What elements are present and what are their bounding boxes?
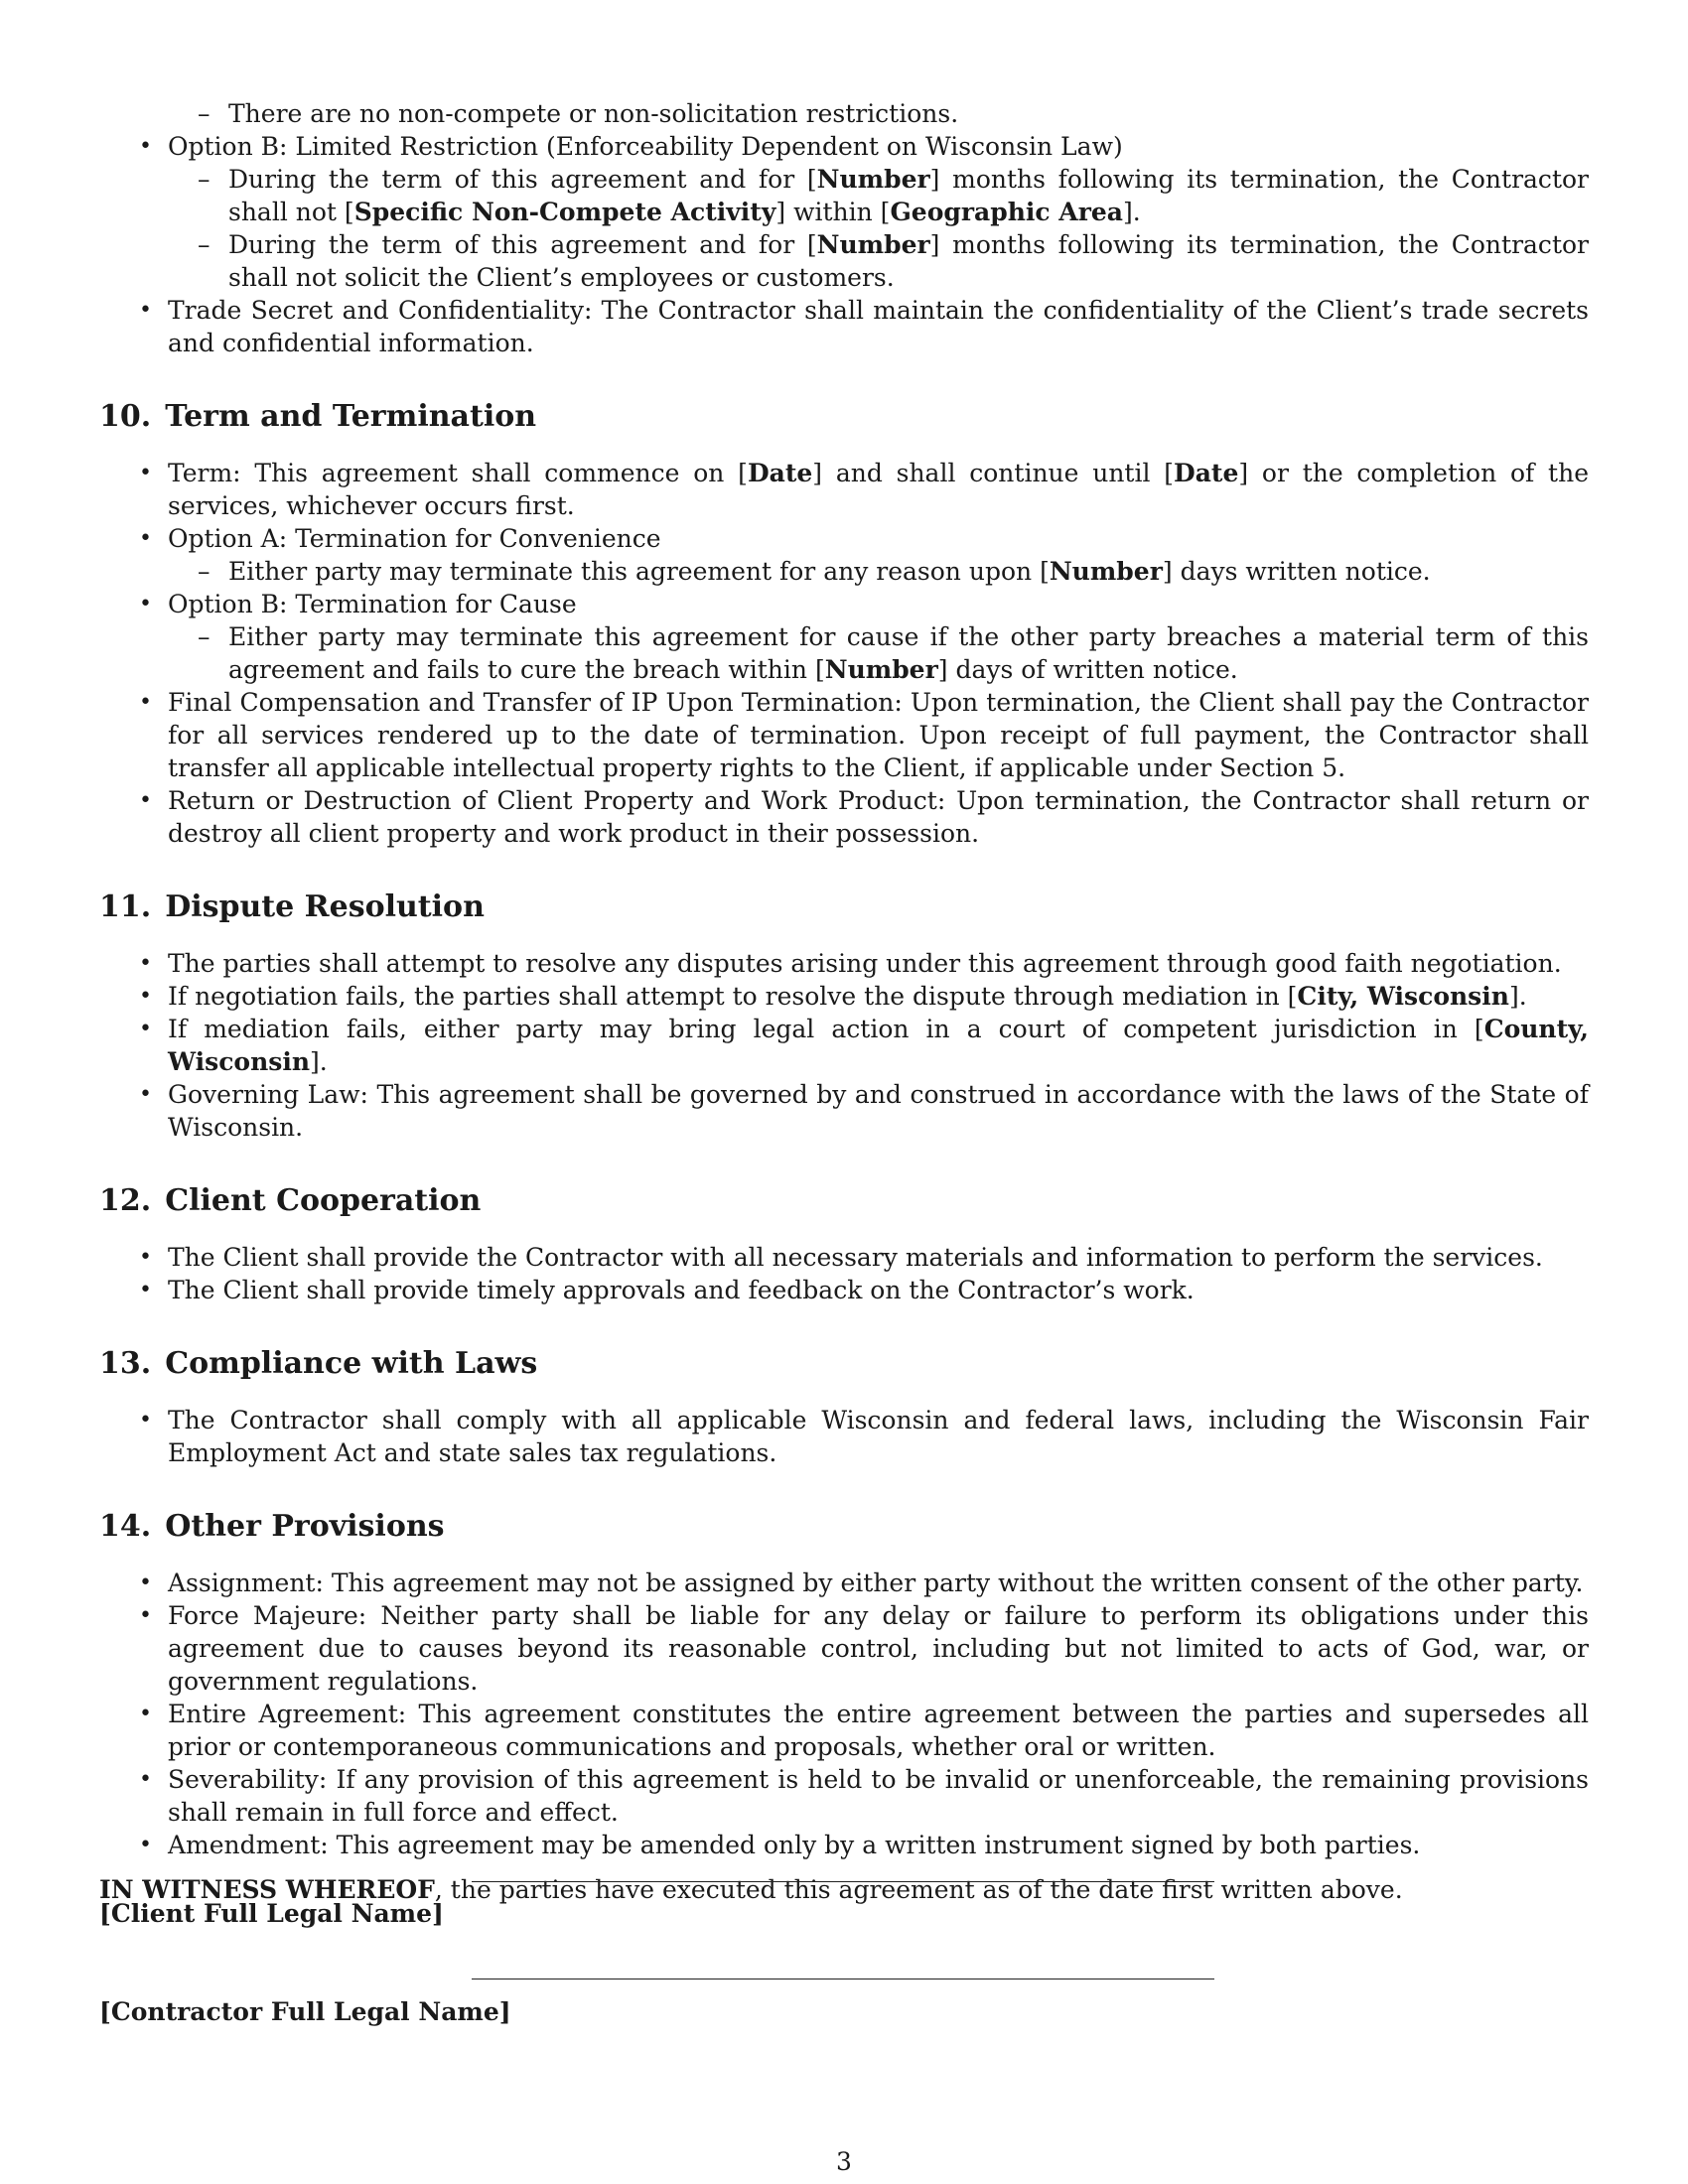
contractor-name-label: [Contractor Full Legal Name]: [99, 1997, 511, 2026]
client-name-label: [Client Full Legal Name]: [99, 1899, 444, 1928]
list-item: • The Contractor shall comply with all applicable Wisconsin and federal laws, including the Wisconsin Fair Employment Act and state sales tax regulations.: [99, 1404, 1589, 1469]
section-12-list: [99, 1241, 1589, 1306]
list-item: • Trade Secret and Confidentiality: The Contractor shall maintain the confidentiality of the Client’s trade secrets and confidential information.: [99, 294, 1589, 359]
placeholder-activity: Specific Non-Compete Activity: [353, 198, 776, 226]
list-item: • The parties shall attempt to resolve any disputes arising under this agreement through good faith negotiation.: [99, 947, 1589, 980]
placeholder-number: Number: [816, 230, 930, 259]
list-item: • Option A: Termination for Convenience – Either party may terminate this agreement for any reason upon [Number] days written notice.: [99, 522, 1589, 588]
section-9-continued-list: [99, 97, 1589, 130]
list-item: • Return or Destruction of Client Property and Work Product: Upon termination, the Contractor shall return or destroy all client property and work product in their possession.: [99, 784, 1589, 850]
sub-list-item: – During the term of this agreement and for [Number] months following its termination, the Contractor shall not [Specific Non-Compete Activity] within [Geographic Area].: [168, 163, 1589, 228]
section-10-heading: 10. Term and Termination: [99, 399, 537, 434]
list-item: • The Client shall provide the Contractor with all necessary materials and information to perform the services.: [99, 1241, 1589, 1274]
section-13-list: [99, 1404, 1589, 1469]
list-item: • Option B: Termination for Cause – Either party may terminate this agreement for cause if the other party breaches a material term of this agreement and fails to cure the breach within [Number] days of written notice.: [99, 588, 1589, 686]
list-item: • Assignment: This agreement may not be assigned by either party without the written consent of the other party.: [99, 1567, 1589, 1599]
option-b-label: Option B: Limited Restriction (Enforceability Dependent on Wisconsin Law): [168, 132, 1123, 161]
sub-list-item: – Either party may terminate this agreement for cause if the other party breaches a material term of this agreement and fails to cure the breach within [Number] days of written notice.: [168, 620, 1589, 686]
list-item: [99, 130, 1589, 294]
list-item: • If mediation fails, either party may bring legal action in a court of competent jurisdiction in [County, Wisconsin].: [99, 1013, 1589, 1078]
placeholder-number: Number: [816, 165, 930, 194]
page-content: [99, 97, 1589, 1906]
section-11-list: [99, 947, 1589, 1144]
list-item: • Term: This agreement shall commence on [Date] and shall continue until [Date] or the completion of the services, whichever occurs first.: [99, 457, 1589, 522]
list-item: • Entire Agreement: This agreement constitutes the entire agreement between the parties and supersedes all prior or contemporaneous communications and proposals, whether oral or written.: [99, 1698, 1589, 1763]
list-item: • The Client shall provide timely approvals and feedback on the Contractor’s work.: [99, 1274, 1589, 1306]
section-14-heading: 14. Other Provisions: [99, 1509, 445, 1544]
list-item: • Governing Law: This agreement shall be governed by and construed in accordance with the laws of the State of Wisconsin.: [99, 1078, 1589, 1144]
sub-list-item: – There are no non-compete or non-solicitation restrictions.: [168, 97, 1589, 130]
list-item: • Force Majeure: Neither party shall be liable for any delay or failure to perform its obligations under this agreement due to causes beyond its reasonable control, including but not limited to acts of God, war, or government regulations.: [99, 1599, 1589, 1698]
section-11-heading: 11. Dispute Resolution: [99, 889, 485, 924]
section-10-list: [99, 457, 1589, 850]
sub-list-item: – Either party may terminate this agreement for any reason upon [Number] days written notice.: [168, 555, 1589, 588]
client-signature-line: [472, 1881, 1214, 1882]
section-14-list: [99, 1567, 1589, 1861]
placeholder-area: Geographic Area: [890, 198, 1123, 226]
list-item: [99, 97, 1589, 130]
section-13-heading: 13. Compliance with Laws: [99, 1346, 538, 1381]
list-item: • Severability: If any provision of this agreement is held to be invalid or unenforceable, the remaining provisions shall remain in full force and effect.: [99, 1763, 1589, 1829]
section-9-options: [99, 130, 1589, 359]
section-12-heading: 12. Client Cooperation: [99, 1183, 482, 1218]
list-item: • Amendment: This agreement may be amended only by a written instrument signed by both parties.: [99, 1829, 1589, 1861]
witness-statement: IN WITNESS WHEREOF, the parties have executed this agreement as of the date first written above.: [99, 1875, 1403, 1904]
list-item: • If negotiation fails, the parties shall attempt to resolve the dispute through mediation in [City, Wisconsin].: [99, 980, 1589, 1013]
page-number: 3: [836, 2147, 852, 2176]
sub-list-item: – During the term of this agreement and for [Number] months following its termination, the Contractor shall not solicit the Client’s employees or customers.: [168, 228, 1589, 294]
list-item: • Final Compensation and Transfer of IP Upon Termination: Upon termination, the Client shall pay the Contractor for all services rendered up to the date of termination. Upon receipt of full payment, the Contractor shall transfer all applicable intellectual property rights to the Client, if applicable under Section 5.: [99, 686, 1589, 784]
